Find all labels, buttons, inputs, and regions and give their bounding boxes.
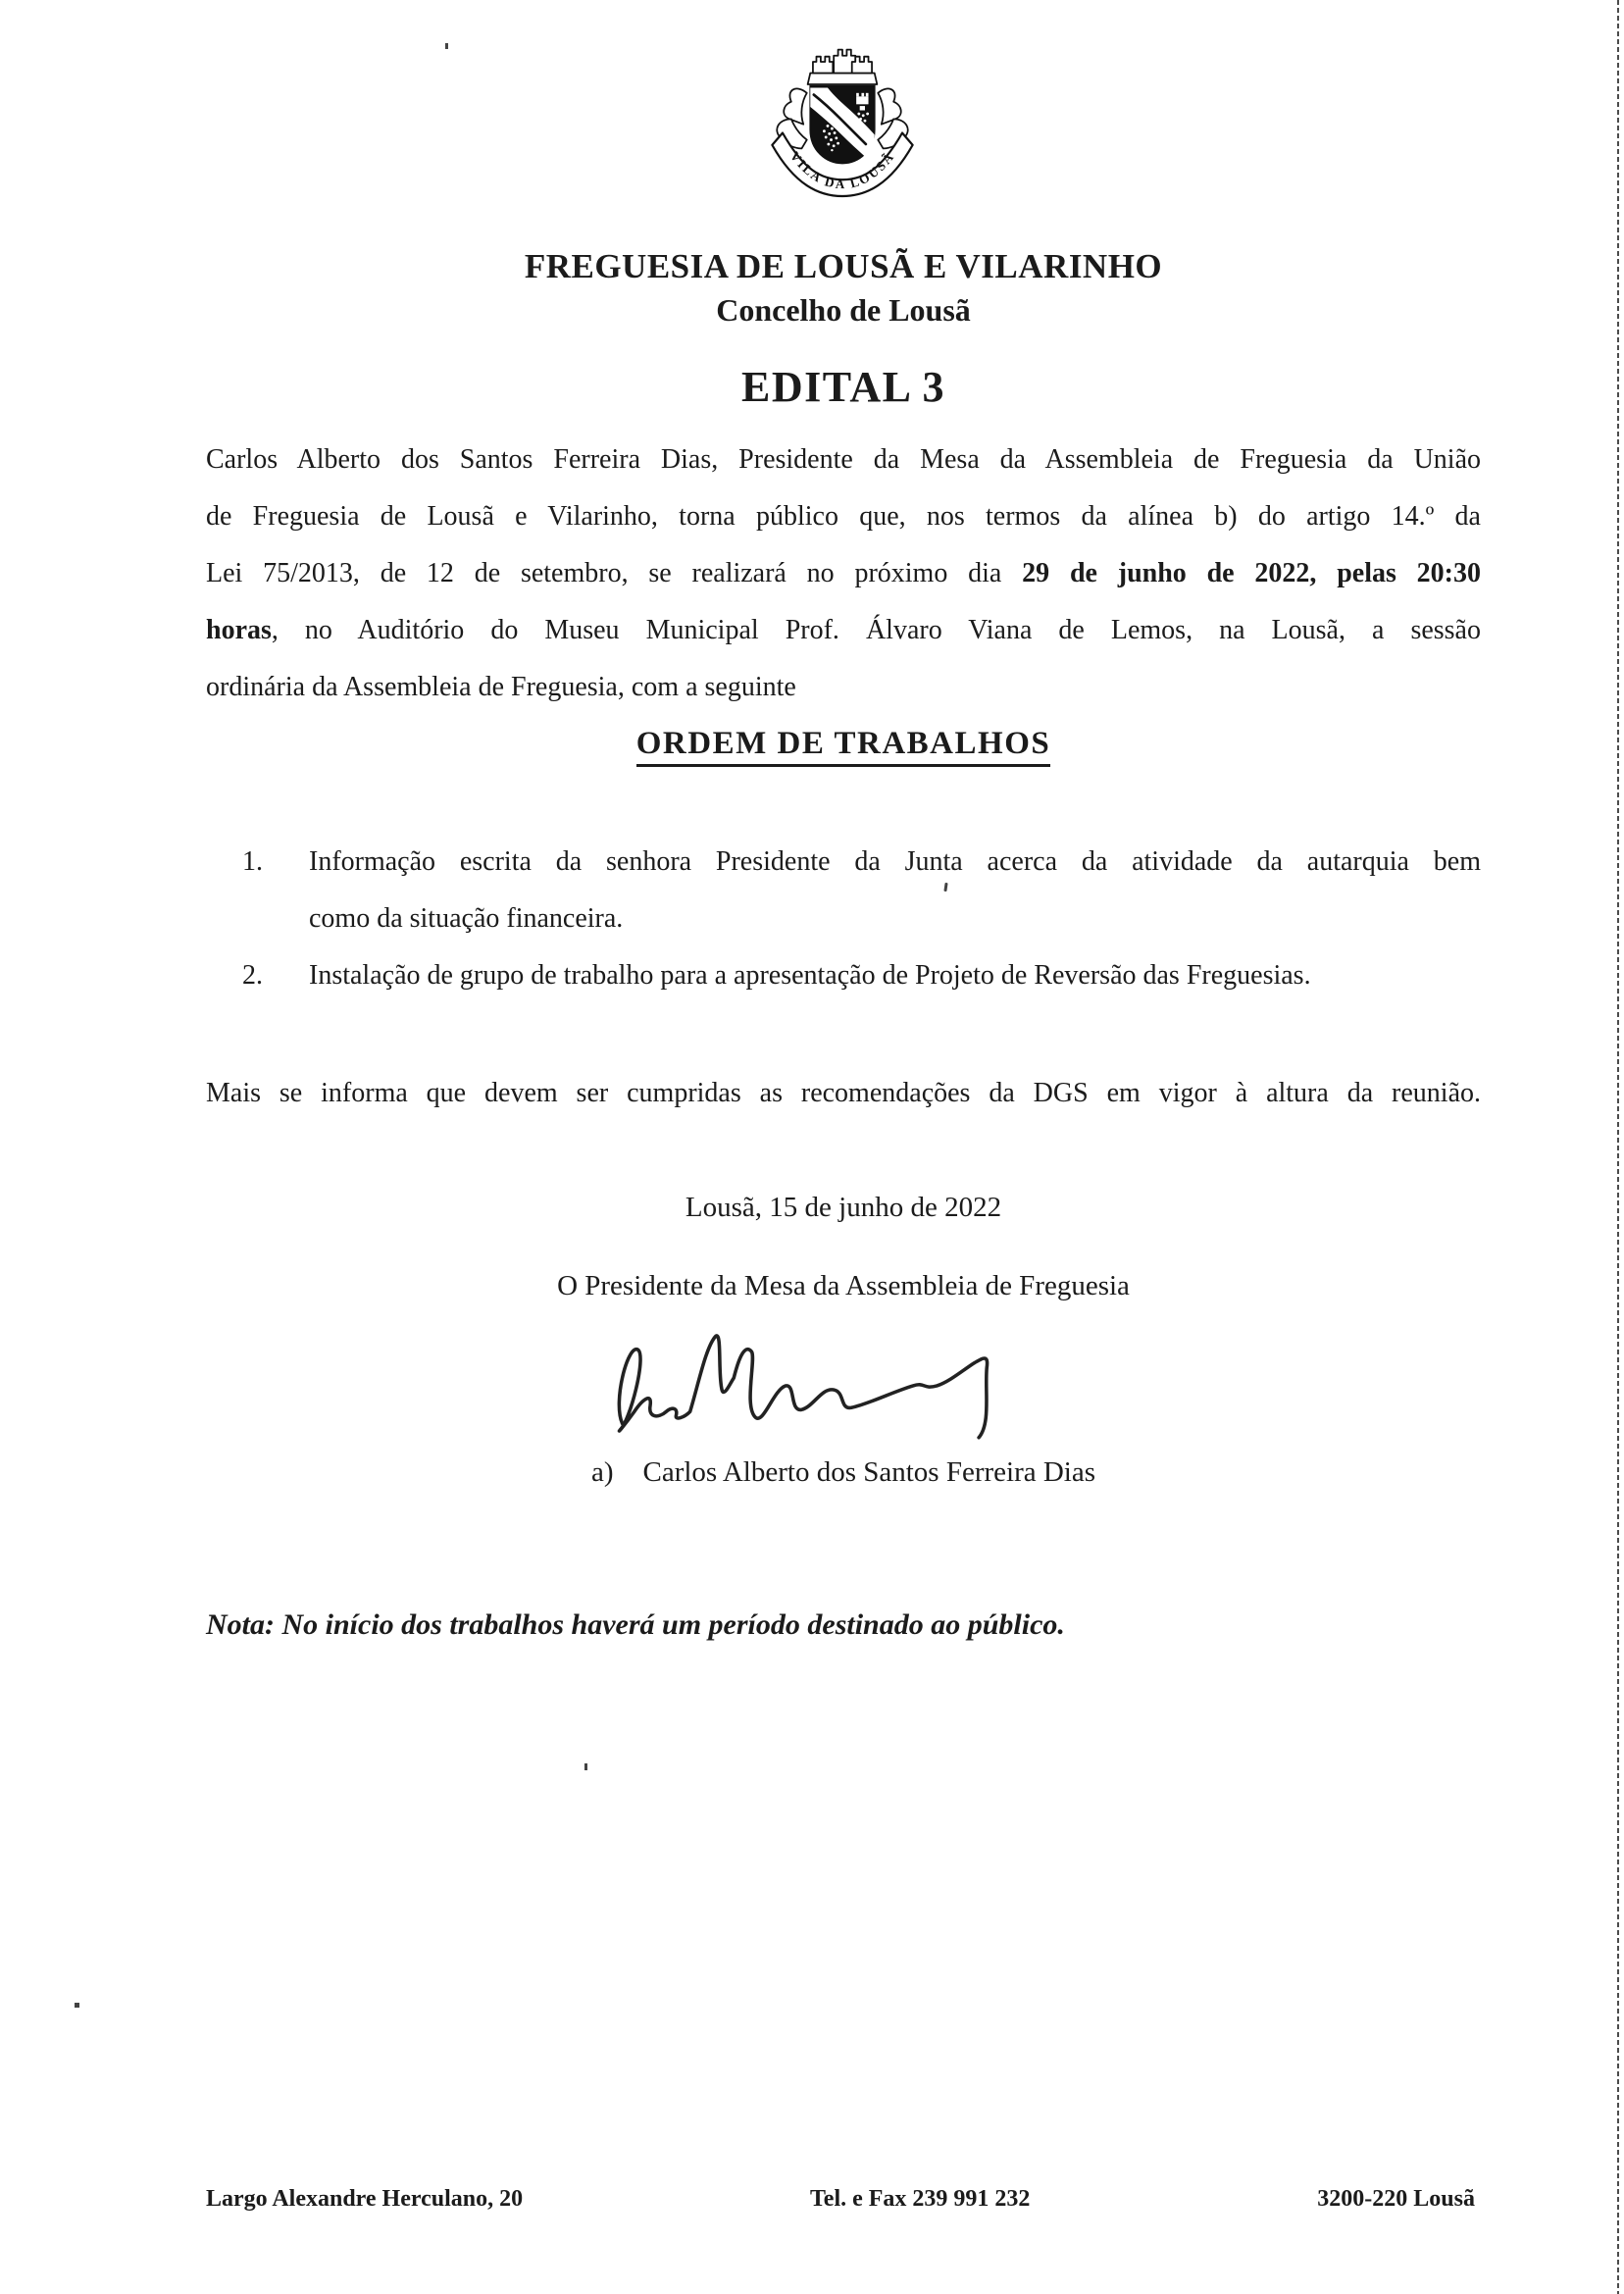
agenda-item-number: 2. (242, 960, 263, 991)
footer-address: Largo Alexandre Herculano, 20 (206, 2186, 524, 2212)
intro-line: Lei 75/2013, de 12 de setembro, se realizará no próximo dia 29 de junho de 2022, pelas 20:30 (206, 558, 1482, 588)
org-subtitle: Concelho de Lousã (716, 292, 971, 328)
dgs-notice: Mais se informa que devem ser cumpridas as recomendações da DGS em vigor à altura da reunião. (206, 1078, 1481, 1108)
signatory-name: Carlos Alberto dos Santos Ferreira Dias (642, 1456, 1096, 1488)
agenda-item-number: 1. (242, 846, 263, 877)
scan-artifact-dot (75, 2003, 79, 2008)
signature-icon (588, 1324, 1098, 1453)
municipal-crest-icon (760, 39, 925, 204)
intro-line: Carlos Alberto dos Santos Ferreira Dias, Presidente da Mesa da Assembleia de Freguesia da União (206, 444, 1481, 475)
dateline: Lousã, 15 de junho de 2022 (685, 1192, 1002, 1223)
signatory-name-line (206, 1444, 1481, 1501)
intro-line: de Freguesia de Lousã e Vilarinho, torna público que, nos termos da alínea b) do artigo 14.º da (206, 501, 1481, 532)
scan-edge-line (1617, 0, 1619, 2294)
agenda-item (206, 947, 1481, 1004)
agenda-item-line: como da situação financeira. (309, 903, 624, 934)
signatory-title: O Presidente da Mesa da Assembleia de Freguesia (557, 1270, 1130, 1301)
agenda-item-line: Instalação de grupo de trabalho para a apresentação de Projeto de Reversão das Freguesias. (309, 960, 1311, 991)
org-name: FREGUESIA DE LOUSÃ E VILARINHO (524, 247, 1163, 285)
public-note: Nota: No início dos trabalhos haverá um período destinado ao público. (206, 1608, 1065, 1641)
intro-line: ordinária da Assembleia de Freguesia, com a seguinte (206, 672, 796, 702)
scan-artifact-dot (584, 1763, 587, 1770)
scan-artifact-dot (445, 43, 448, 49)
agenda-heading: ORDEM DE TRABALHOS (206, 722, 1481, 765)
page-footer (206, 2181, 1475, 2217)
footer-phone: Tel. e Fax 239 991 232 (809, 2186, 1031, 2212)
signature-label: a) (590, 1456, 614, 1488)
crest-banner-text: VILA DA LOUSÃ (787, 148, 898, 192)
intro-line: horas, no Auditório do Museu Municipal Prof. Álvaro Viana de Lemos, na Lousã, a sessão (206, 615, 1481, 645)
agenda-item-line: Informação escrita da senhora Presidente da Junta acerca da atividade da autarquia bem (309, 846, 1481, 877)
agenda-item (206, 834, 1481, 947)
doc-title: EDITAL 3 (740, 363, 946, 411)
intro-paragraph (206, 432, 1481, 716)
footer-postal: 3200-220 Lousã (1317, 2186, 1475, 2212)
agenda-list (206, 834, 1481, 1004)
